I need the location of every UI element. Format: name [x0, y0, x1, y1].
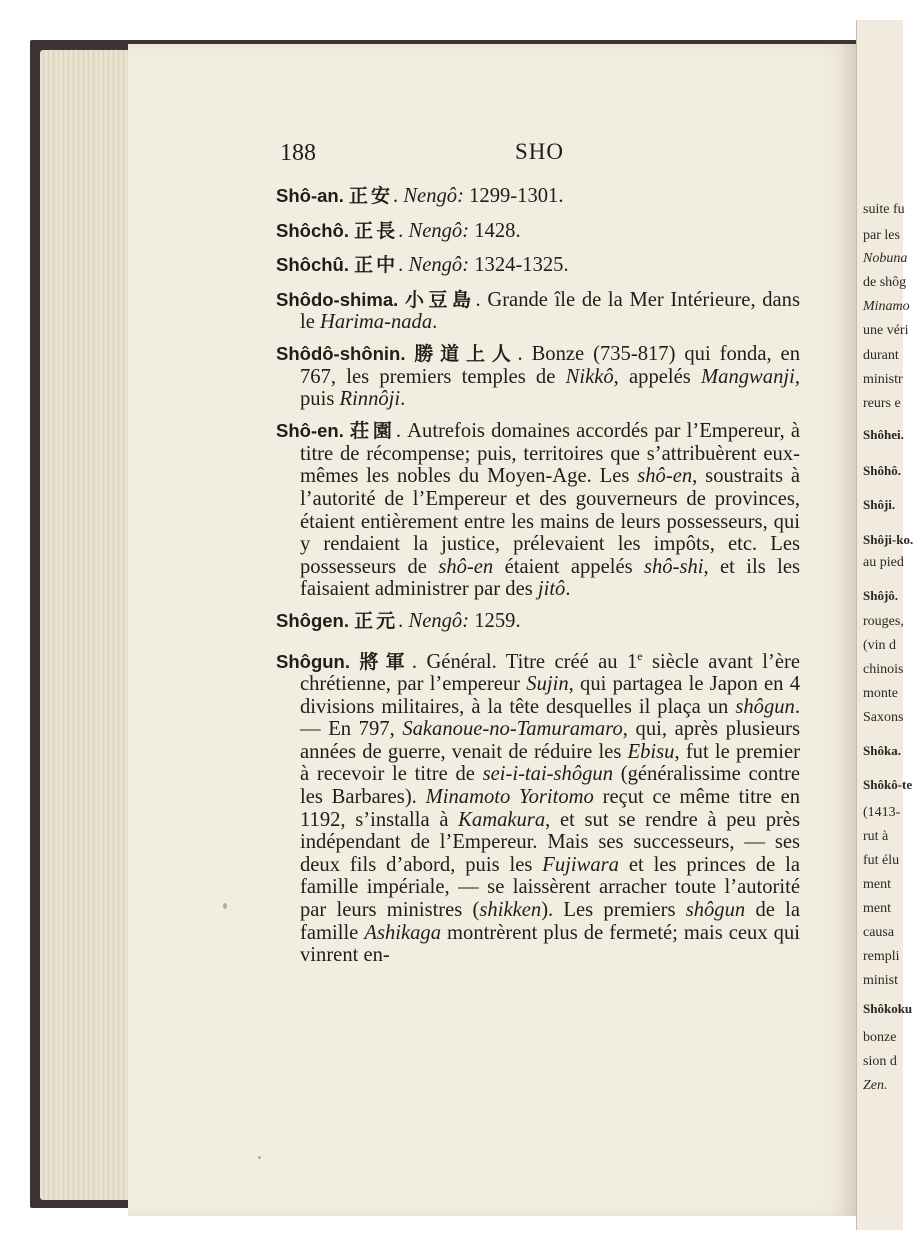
next-page-line: fut élu [863, 853, 900, 868]
next-page-line: ministr [863, 372, 903, 387]
next-page-line: de shôg [863, 275, 907, 290]
next-page-fragment [856, 20, 913, 1230]
next-page-line: rut à [863, 829, 889, 844]
next-page-line: Saxons [863, 710, 904, 725]
paper-speck [258, 1156, 261, 1159]
running-head: SHO [515, 139, 565, 164]
next-page-headword: Shôhô. [863, 463, 901, 478]
dictionary-entries [276, 185, 800, 976]
next-page-line: (1413- [863, 805, 901, 820]
next-page-headword: Shôkô-te [863, 777, 913, 792]
entry-sho-an: Shô-an. 正安. Nengô: 1299-1301. [276, 185, 564, 207]
next-page-line: causa [863, 925, 895, 940]
next-page-line: suite fu [863, 202, 905, 217]
next-page-line: rouges, [863, 614, 904, 629]
entry-shochu: Shôchû. 正中. Nengô: 1324-1325. [276, 254, 569, 277]
entry-shocho: Shôchô. 正長. Nengô: 1428. [276, 219, 521, 242]
next-page-line: ment [863, 901, 891, 916]
entry-sho-en: Shô-en. 荘園. Autrefois domaines accordés par l’Empereur, à titre de récompense; puis, territoires que s’attribuèrent eux-mêmes les nobles du Moyen-Age. Les shô-en, soustraits à l’autorité de l’Empereur et des gouverneurs de provinces, étaient entièrement entre les mains de leurs possesseurs, qui y rendaient la justice, prélevaient les impôts, etc. Les possesseurs de shô-en étaient appelés shô-shi, et ils les faisaient administrer par des jitô. [276, 420, 801, 601]
next-page-line: Nobuna [863, 251, 908, 266]
next-page-line: chinois [863, 662, 904, 677]
entry-shogun: Shôgun. 將軍. Général. Titre créé au 1e siècle avant l’ère chrétienne, par l’empereur Sujin, qui partagea le Japon en 4 divisions militaires, à la tête desquelles il plaça un shôgun. — En 797, Sakanoue-no-Tamuramaro, qui, après plusieurs années de guerre, venait de réduire les Ebisu, fut le premier à recevoir le titre de sei-i-tai-shôgun (généralissime contre les Barbares). Minamoto Yoritomo reçut ce même titre en 1192, s’installa à Kamakura, et sut se rendre à peu près indépendant de l’Empereur. Mais ses successeurs, — ses deux fils d’abord, puis les Fujiwara et les princes de la famille impériale, — se laissèrent arracher toute l’autorité par leurs ministres (shikken). Les premiers shôgun de la famille Ashikaga montrèrent plus de fermeté; mais ceux qui vinrent en- [276, 648, 801, 967]
page-edges [40, 50, 140, 1200]
next-page-line: Zen. [863, 1078, 888, 1093]
next-page-line: une véri [863, 323, 909, 338]
next-page-line: bonze [863, 1030, 897, 1045]
next-page-line: rempli [863, 949, 900, 964]
next-page-line: monte [863, 686, 898, 701]
next-page-line: (vin d [863, 638, 897, 653]
next-page-line: Minamo [863, 299, 910, 314]
next-page-headword: Shôka. [863, 743, 901, 758]
next-page-line: durant [863, 348, 899, 363]
next-page-line: ment [863, 877, 891, 892]
next-page-line: au pied [863, 555, 904, 570]
entry-shodo-shima: Shôdo-shima. 小豆島. Grande île de la Mer Intérieure, dans le Harima-nada. [276, 288, 800, 334]
next-page-headword: Shôji-ko. [863, 532, 913, 547]
next-page-line: par les [863, 228, 900, 243]
next-page-line: reurs e [863, 396, 901, 411]
next-page-line: sion d [863, 1054, 897, 1069]
next-page-headword: Shôkoku [863, 1001, 913, 1016]
page-number: 188 [280, 140, 316, 166]
next-page-headword: Shôhei. [863, 427, 904, 442]
paper-speck [223, 903, 227, 909]
next-page-headword: Shôjô. [863, 588, 899, 603]
next-page-headword: Shôji. [863, 497, 896, 512]
entry-shogen: Shôgen. 正元. Nengô: 1259. [276, 610, 521, 633]
next-page-line: minist [863, 973, 899, 988]
entry-shodo-shonin: Shôdô-shônin. 勝道上人. Bonze (735-817) qui fonda, en 767, les premiers temples de Nikkô, appelés Mangwanji, puis Rinnôji. [276, 343, 800, 411]
